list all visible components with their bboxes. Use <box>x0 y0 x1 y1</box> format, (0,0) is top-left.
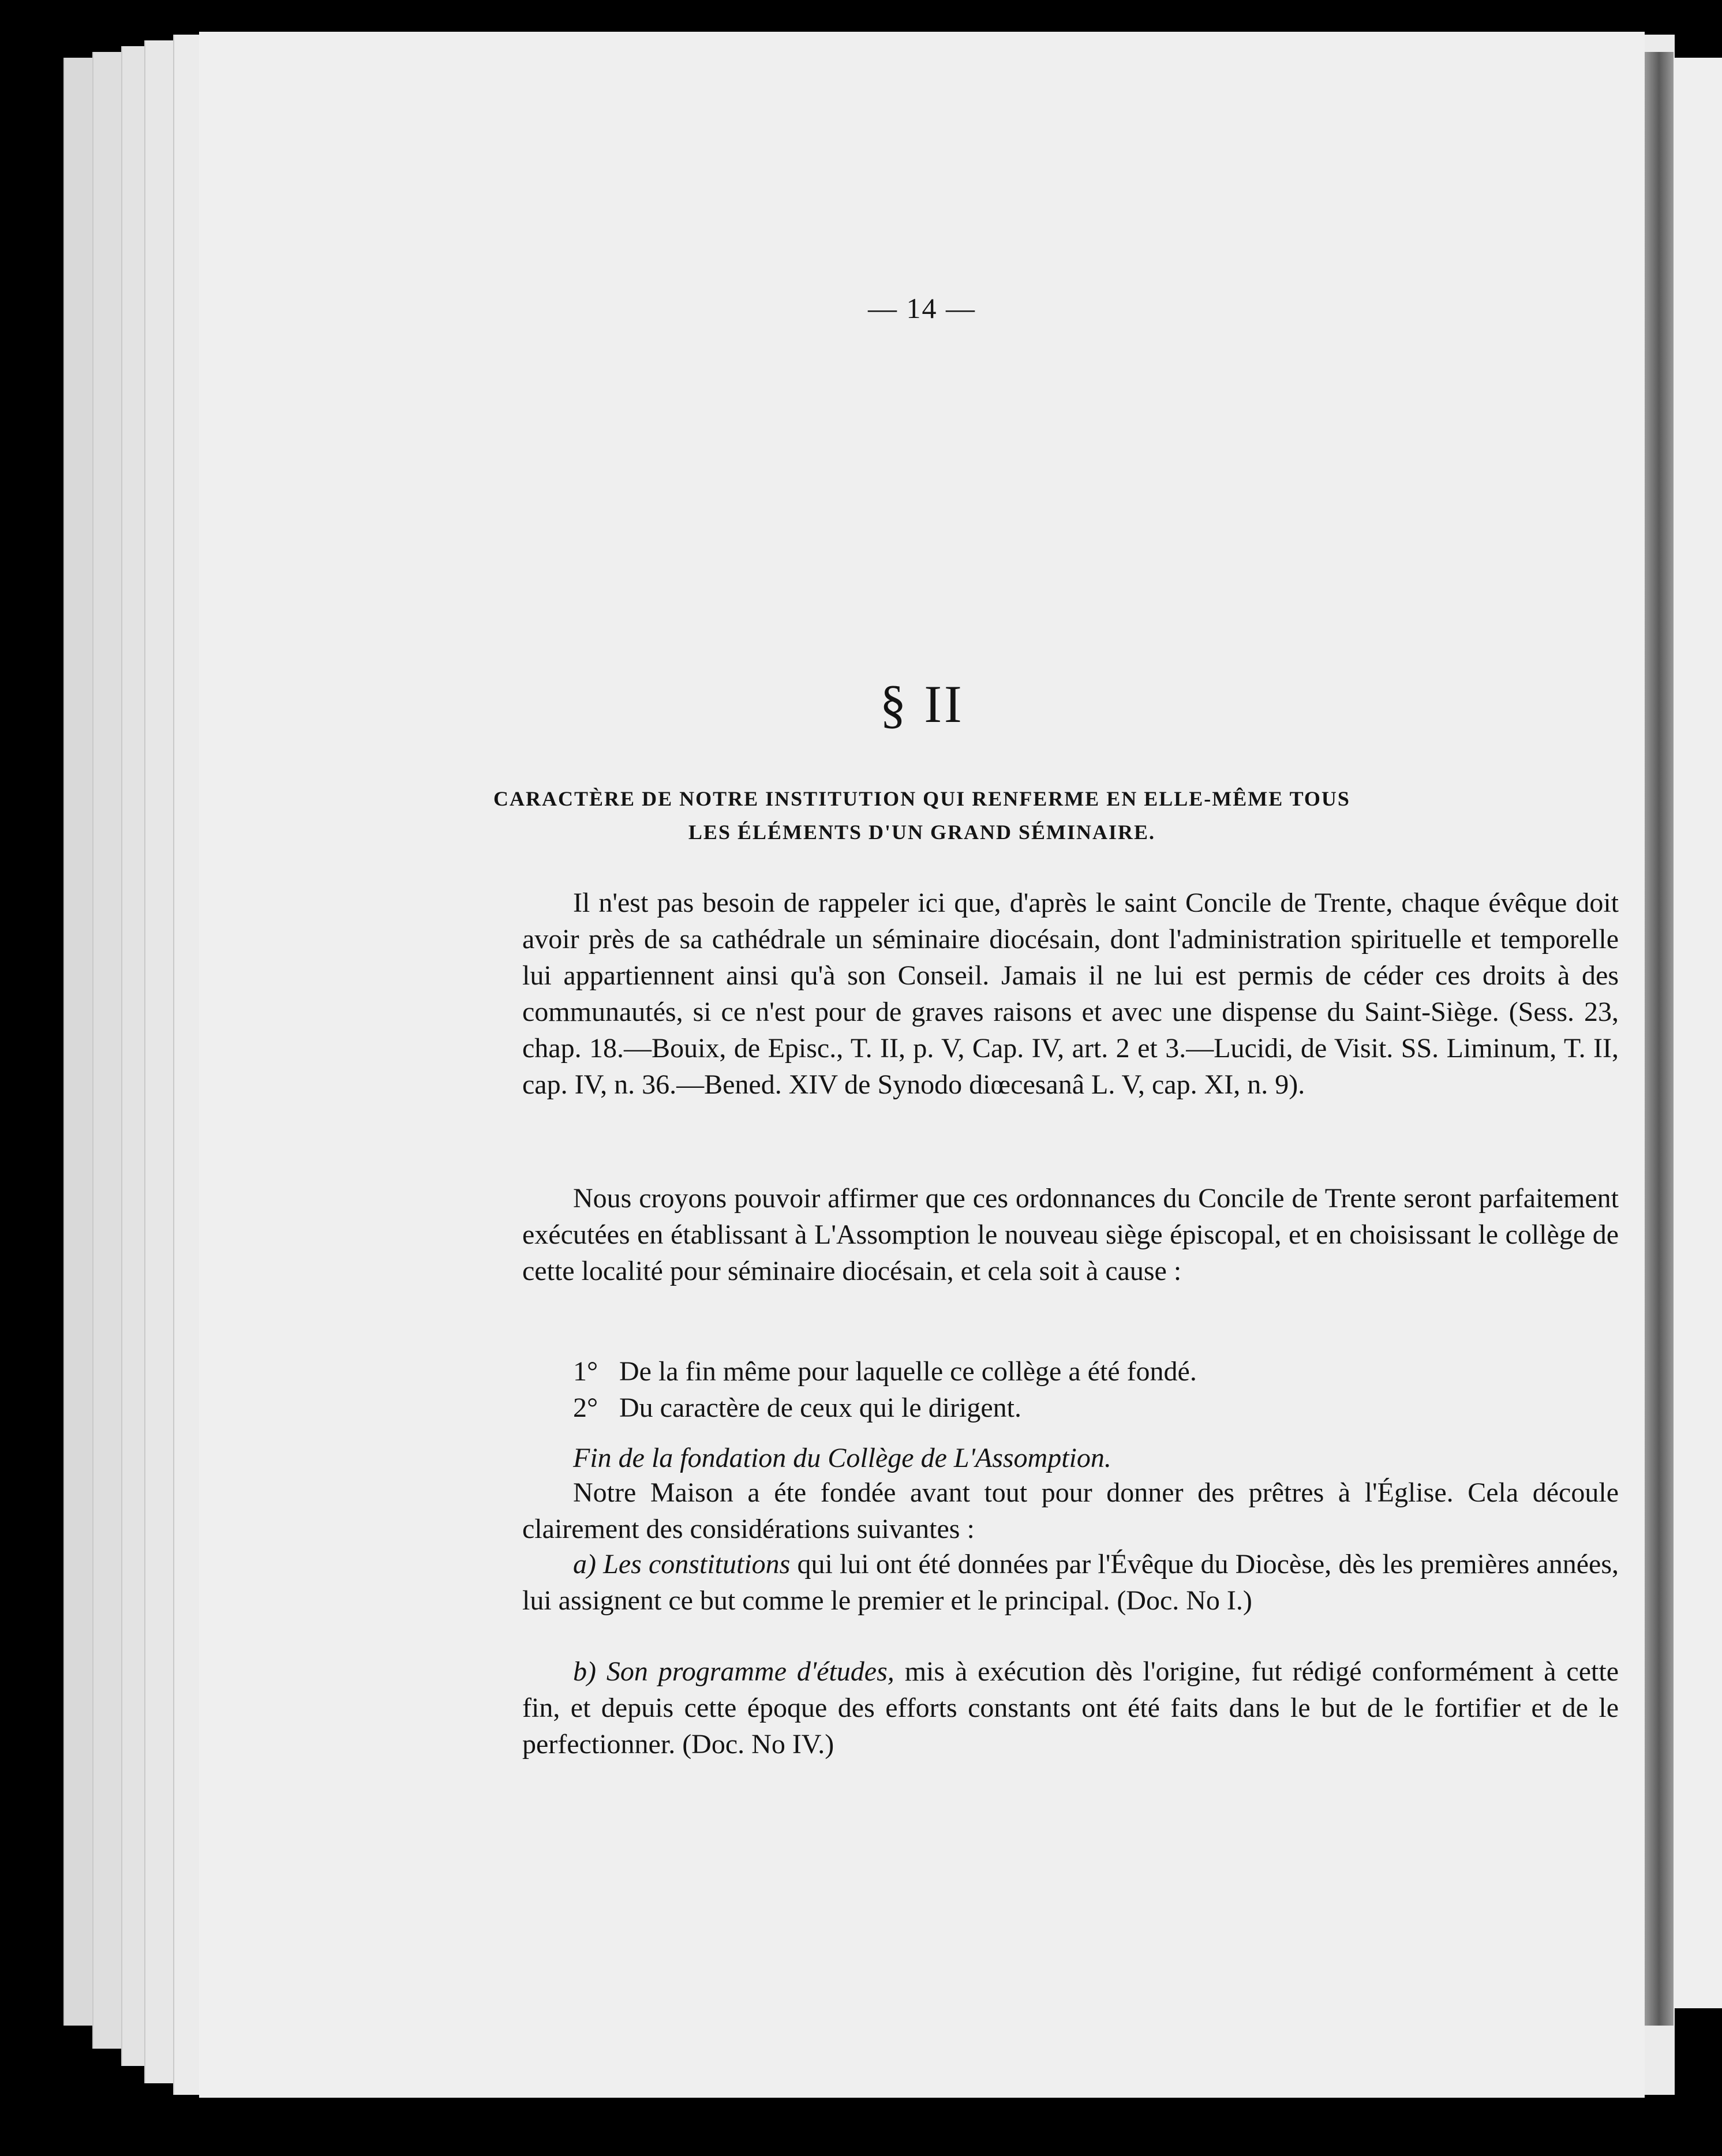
paragraph-text <box>522 1653 1619 1762</box>
facing-page-edge <box>1674 58 1722 2008</box>
subheading <box>522 1440 1619 1476</box>
paragraph-text <box>522 1546 1619 1619</box>
paragraph-2 <box>522 1180 1619 1289</box>
book-spine <box>1645 52 1674 2026</box>
list-item <box>522 1390 1619 1426</box>
paragraph-3 <box>522 1474 1619 1547</box>
list-item <box>522 1353 1619 1390</box>
document-page <box>199 32 1645 2098</box>
heading-line-1: CARACTÈRE DE NOTRE INSTITUTION QUI RENFERME EN ELLE-MÊME TOUS <box>493 787 1350 810</box>
paragraph-text: Notre Maison a éte fondée avant tout pour donner des prêtres à l'Église. Cela découle clairement des considérations suivantes : <box>522 1477 1619 1544</box>
subheading-text: Fin de la fondation du Collège de L'Assomption. <box>573 1443 1111 1473</box>
list-number: 1° <box>573 1356 598 1387</box>
paragraph-5 <box>522 1653 1619 1762</box>
heading-line-2: LES ÉLÉMENTS D'UN GRAND SÉMINAIRE. <box>688 821 1156 844</box>
paragraph-rest: qui lui ont été données par l'Évêque du Diocèse, dès les premières années, lui assignent ce but comme le premier et le principal. (Doc. No I.) <box>522 1549 1619 1616</box>
item-label: a) <box>573 1549 596 1579</box>
paragraph-1 <box>522 885 1619 1103</box>
list-number: 2° <box>573 1393 598 1423</box>
paragraph-text: Il n'est pas besoin de rappeler ici que, d'après le saint Concile de Trente, chaque évêque doit avoir près de sa cathédrale un séminaire diocésain, dont l'administration spirituelle et temporelle lui appartiennent ainsi qu'à son Conseil. Jamais il ne lui est permis de céder ces droits à des communautés, si ce n'est pour de graves raisons et avec une dispense du Saint-Siège. (Sess. 23, chap. 18.—Bouix, de Episc., T. II, p. V, Cap. IV, art. 2 et 3.—Lucidi, de Visit. SS. Liminum, T. II, cap. IV, n. 36.—Bened. XIV de Synodo diœcesanâ L. V, cap. XI, n. 9). <box>522 888 1619 1100</box>
page-number: — 14 — <box>868 292 976 324</box>
italic-phrase: Son programme d'études, <box>606 1656 894 1687</box>
item-label: b) <box>573 1656 596 1687</box>
section-title: § II <box>879 675 964 733</box>
section-heading <box>199 782 1645 849</box>
paragraph-rest: mis à exécution dès l'origine, fut rédigé conformément à cette fin, et depuis cette époque des efforts constants ont été faits dans le but de le fortifier et de le perfectionner. (Doc. No IV.) <box>522 1656 1619 1760</box>
paragraph-4 <box>522 1546 1619 1619</box>
list-text: Du caractère de ceux qui le dirigent. <box>619 1393 1021 1423</box>
paragraph-text: Nous croyons pouvoir affirmer que ces ordonnances du Concile de Trente seront parfaitement exécutées en établissant à L'Assomption le nouveau siège épiscopal, et en choisissant le collège de cette localité pour séminaire diocésain, et cela soit à cause : <box>522 1183 1619 1286</box>
list-text: De la fin même pour laquelle ce collège a été fondé. <box>619 1356 1197 1387</box>
enumerated-list <box>522 1353 1619 1426</box>
italic-phrase: Les constitutions <box>603 1549 791 1579</box>
